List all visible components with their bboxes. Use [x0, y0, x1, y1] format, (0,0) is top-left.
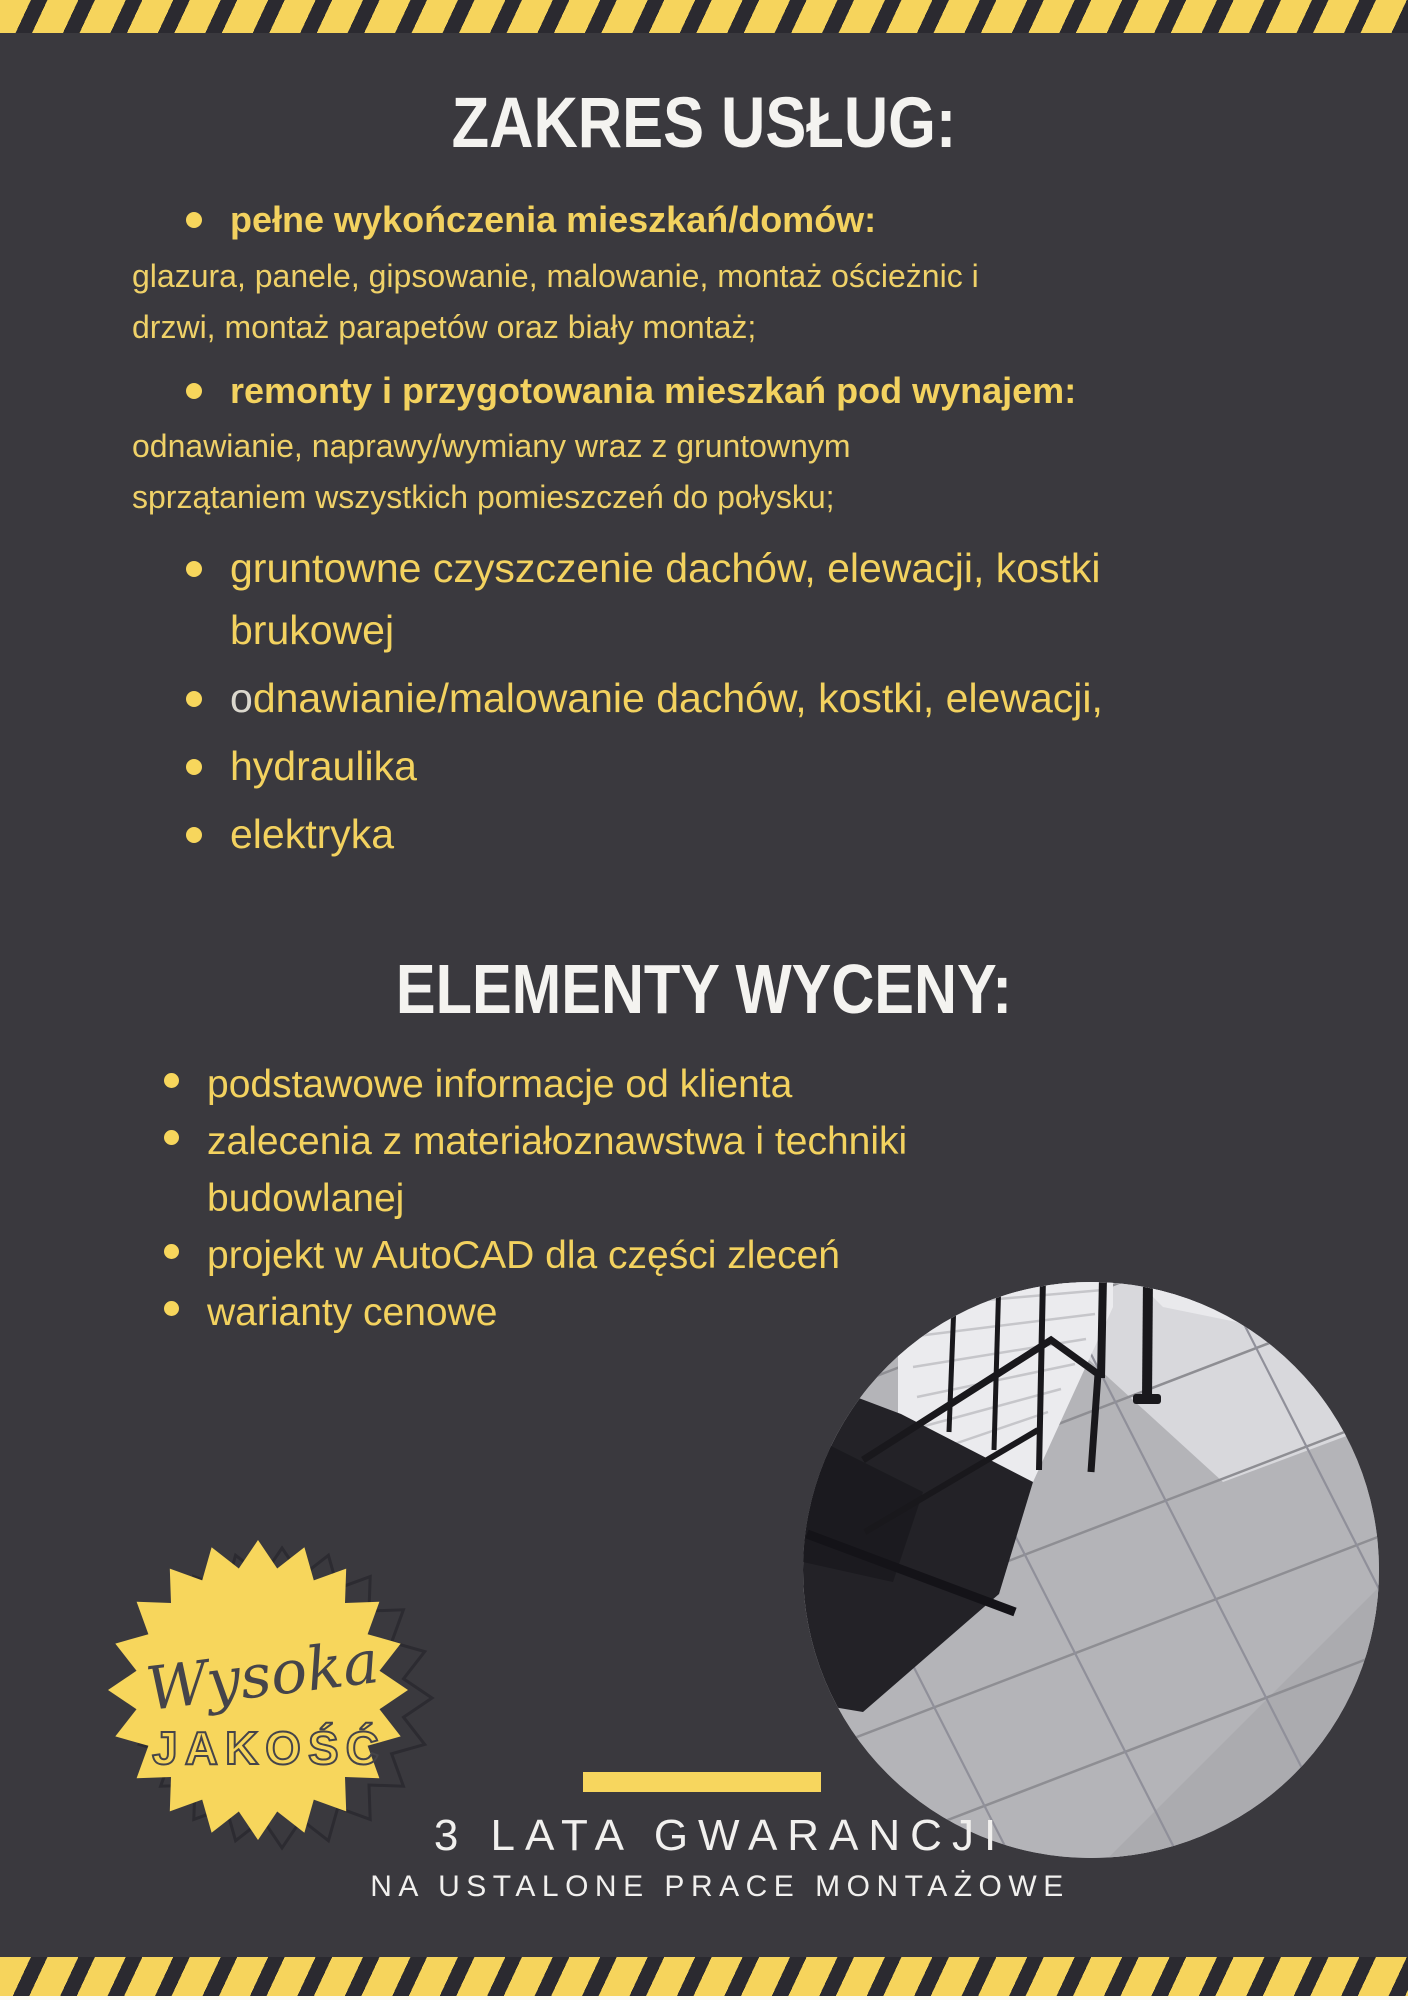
- hazard-stripe-top: [0, 0, 1408, 33]
- bullet-dot-icon: [164, 1244, 179, 1259]
- list-item: [132, 735, 1332, 797]
- service-item-label: elektryka: [230, 811, 395, 858]
- service-item-label: gruntowne czyszczenie dachów, elewacji, kostki brukowej: [230, 545, 1101, 654]
- pricing-item-label: projekt w AutoCAD dla części zleceń: [207, 1234, 840, 1277]
- bottom-edge: [0, 1996, 1408, 2000]
- pricing-item-label: warianty cenowe: [207, 1291, 498, 1334]
- bullet-dot-icon: [164, 1073, 179, 1088]
- badge-text-bottom: JAKOŚĆ: [152, 1722, 386, 1774]
- guarantee-subtitle: NA USTALONE PRACE MONTAŻOWE: [370, 1870, 1070, 1904]
- detail-line: drzwi, montaż parapetów oraz biały montaż;: [132, 308, 757, 345]
- list-item: [132, 537, 1332, 661]
- bullet-dot-icon: [186, 827, 202, 843]
- bullet-dot-icon: [186, 212, 202, 228]
- guarantee-accent-bar: [583, 1772, 821, 1792]
- pricing-item-label: zalecenia z materiałoznawstwa i techniki budowlanej: [207, 1120, 908, 1220]
- list-item: [150, 1113, 1150, 1227]
- service-item-details: [132, 421, 1332, 523]
- list-item: [132, 667, 1332, 729]
- pricing-heading: ELEMENTY WYCENY:: [395, 950, 1013, 1028]
- quality-badge: [95, 1520, 435, 1860]
- bullet-dot-icon: [186, 383, 202, 399]
- list-item: [150, 1227, 1150, 1284]
- bullet-dot-icon: [186, 691, 202, 707]
- hazard-stripe-bottom: [0, 1957, 1408, 1996]
- detail-line: glazura, panele, gipsowanie, malowanie, montaż ościeżnic i: [132, 257, 979, 294]
- detail-line: odnawianie, naprawy/wymiany wraz z gruntownym: [132, 428, 851, 465]
- detail-line: sprzątaniem wszystkich pomieszczeń do połysku;: [132, 479, 835, 516]
- service-item-label: odnawianie/malowanie dachów, kostki, elewacji,: [230, 675, 1103, 722]
- bullet-dot-icon: [164, 1130, 179, 1145]
- guarantee-block: [32, 1812, 1408, 1904]
- bullet-dot-icon: [186, 759, 202, 775]
- bullet-dot-icon: [186, 561, 202, 577]
- service-item-label: pełne wykończenia mieszkań/domów:: [230, 199, 877, 240]
- stairs-tiles-photo-art: [803, 1282, 1379, 1858]
- stairs-tiles-photo: [803, 1282, 1379, 1858]
- pricing-item-label: podstawowe informacje od klienta: [207, 1063, 793, 1106]
- list-item: [150, 1056, 1150, 1113]
- service-item-label: remonty i przygotowania mieszkań pod wynajem:: [230, 369, 1077, 411]
- list-item: [132, 367, 1332, 416]
- list-item: [132, 803, 1332, 865]
- bullet-dot-icon: [164, 1301, 179, 1316]
- service-item-label: hydraulika: [230, 743, 417, 790]
- list-item: [132, 196, 1332, 245]
- services-list: [132, 196, 1332, 865]
- services-heading: ZAKRES USŁUG:: [451, 82, 957, 162]
- guarantee-title: 3 LATA GWARANCJI: [433, 1811, 1007, 1860]
- service-item-details: [132, 251, 1332, 353]
- badge-text-top: Wysoka: [142, 1627, 383, 1725]
